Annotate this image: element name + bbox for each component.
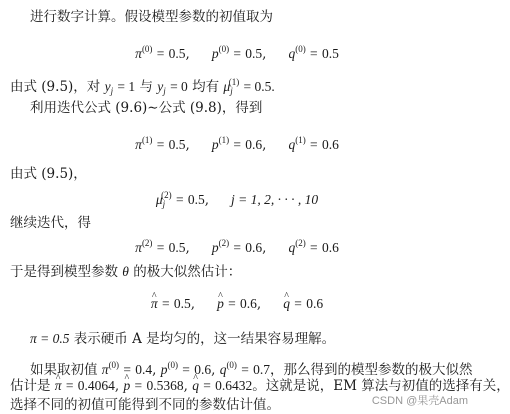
init-q-value: 0.5 — [321, 46, 339, 61]
result-intro-text: 于是得到模型参数 θ 的极大似然估计： — [10, 264, 242, 280]
alt-line2-prefix: 估计是 — [10, 378, 51, 394]
alt-line1-suffix: ，那么得到的模型参数的极大似然 — [270, 362, 473, 378]
alt-final-pi: 0.4064 — [77, 378, 115, 393]
equation-iteration-2: $\pi^{(2)} = 0.5$, $p^{(2)} = 0.6$, $q^{(2)} = 0.6$ — [135, 238, 339, 256]
final-p-value: 0.6 — [240, 296, 257, 311]
alt-estimate-line: 估计是 ^ π = 0.4064, ^ p = 0.5368, ^ q = 0.6432。这就是说，EM 算法与初值的选择有关， — [10, 377, 510, 395]
iter2-p-value: 0.6 — [245, 240, 263, 255]
iter1-q-value: 0.6 — [321, 137, 339, 152]
mu2-value: 0.5 — [187, 192, 205, 207]
mu-statement-prefix: 由式 (9.5)，对 — [10, 79, 101, 95]
result-intro-prefix: 于是得到模型参数 — [10, 264, 118, 280]
result-intro-suffix: 的极大似然估计： — [133, 264, 242, 280]
continue-text: 继续迭代，得 — [10, 215, 91, 231]
from-eq-text: 由式 (9.5)， — [10, 166, 87, 182]
equation-iteration-1: $\pi^{(1)} = 0.5$, $p^{(1)} = 0.6$, $q^{(1)} = 0.6$ — [135, 135, 339, 153]
alt-conclusion-line: 选择不同的初值可能得到不同的参数估计值。 — [10, 397, 280, 413]
intro-text: 进行数字计算。假设模型参数的初值取为 — [30, 9, 273, 25]
alt-final-q: 0.6432 — [215, 378, 253, 393]
iter1-p-value: 0.6 — [245, 137, 263, 152]
equation-initial-values: $\pi^{(0)} = 0.5$, $p^{(0)} = 0.5$, $q^{(0)} = 0.5$ — [135, 44, 339, 62]
iter1-pi-value: 0.5 — [168, 137, 186, 152]
init-p-value: 0.5 — [245, 46, 263, 61]
mu-statement-mid1: 与 — [139, 79, 153, 95]
csdn-watermark: CSDN @果壳Adam — [371, 395, 468, 407]
final-pi-value: 0.5 — [173, 296, 191, 311]
alt-line1-prefix: 如果取初值 — [30, 362, 98, 378]
alt-init-pi: 0.4 — [135, 362, 153, 377]
init-pi-value: 0.5 — [168, 46, 186, 61]
interpretation-text — [30, 330, 335, 348]
alt-init-p: 0.6 — [194, 362, 212, 377]
iterate-text: 利用迭代公式 (9.6)∼公式 (9.8)，得到 — [30, 100, 263, 116]
mu-statement: 由式 (9.5)，对 $y_j = 1$ 与 $y_j = 0$ 均有 $\mu_j^{(1)} = 0.5$. — [10, 77, 275, 96]
iter2-pi-value: 0.5 — [168, 240, 186, 255]
mu-statement-mid2: 均有 — [192, 79, 220, 95]
interpretation-sentence: 表示硬币 A 是均匀的，这一结果容易理解。 — [73, 331, 336, 347]
alt-init-line: 如果取初值 $\pi^{(0)} = 0.4$, $p^{(0)} = 0.6$, $q^{(0)} = 0.7$，那么得到的模型参数的极大似然 — [30, 360, 473, 378]
iter2-q-value: 0.6 — [321, 240, 339, 255]
mu2-range: j = 1, 2, · · · , 10 — [231, 192, 319, 207]
equation-final-estimate: ^ π = 0.5,^ p = 0.6,^ q = 0.6 — [0, 295, 474, 313]
alt-line2-suffix: 。这就是说，EM 算法与初值的选择有关， — [252, 378, 510, 394]
equation-mu-2: $\mu_j^{(2)} = 0.5$, j = 1, 2, · · · , 10 — [155, 190, 319, 209]
alt-init-q: 0.7 — [253, 362, 271, 377]
final-q-value: 0.6 — [306, 296, 324, 311]
interpretation-pi: π = 0.5 — [30, 331, 70, 346]
alt-final-p: 0.5368 — [146, 378, 184, 393]
